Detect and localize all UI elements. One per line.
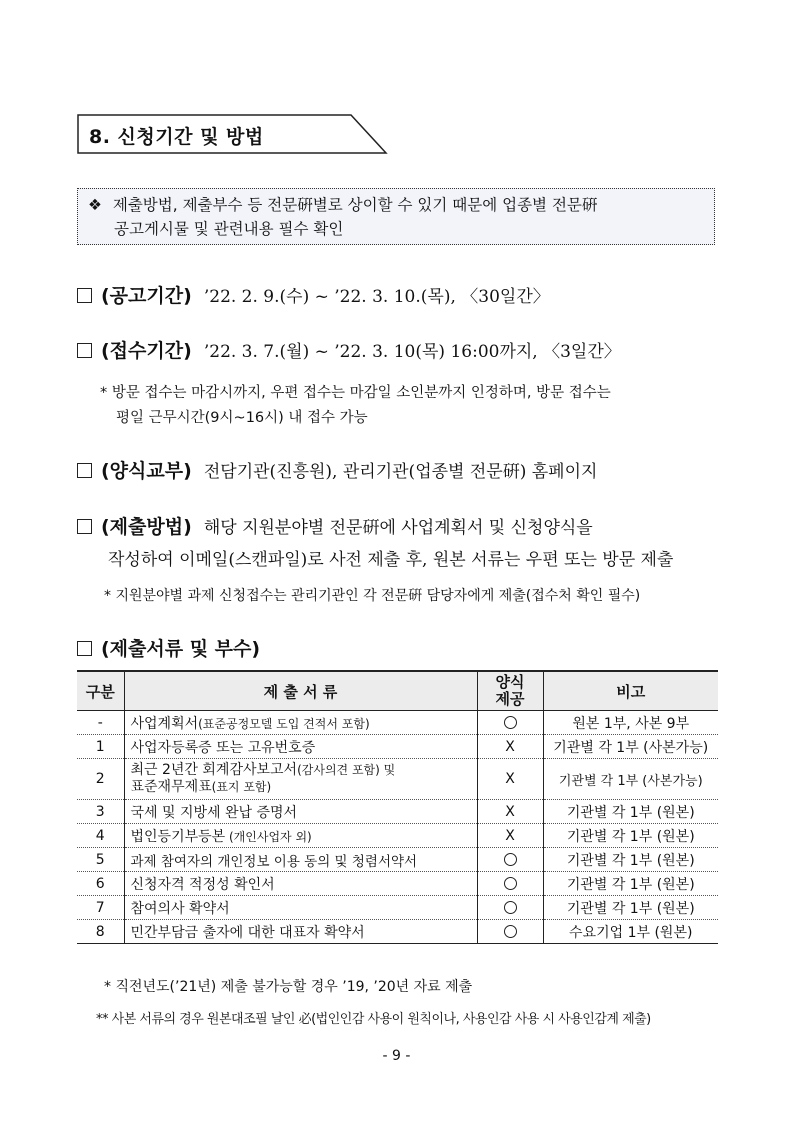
footnote-2: ** 사본 서류의 경우 원본대조필 날인 必(법인인감 사용이 원칙이나, 사용인감 사용 시 사용인감계 제출) bbox=[96, 1012, 651, 1027]
receive-note-1: * 방문 접수는 마감시까지, 우편 접수는 마감일 소인분까지 인정하며, 방문 접수는 bbox=[100, 385, 611, 401]
table-row: - 사업계획서(표준공정모델 도입 견적서 포함) 원본 1부, 사본 9부 bbox=[77, 711, 718, 735]
announce-label: (공고기간) bbox=[101, 285, 192, 307]
checkbox-icon bbox=[77, 288, 92, 303]
receive-period bbox=[77, 336, 621, 363]
forms-label: (양식교부) bbox=[101, 460, 192, 482]
checkbox-icon bbox=[77, 343, 92, 358]
checkbox-icon bbox=[77, 641, 92, 656]
method-label: (제출방법) bbox=[101, 516, 192, 538]
page-number: - 9 - bbox=[382, 1048, 411, 1064]
table-row: 4 법인등기부등본 (개인사업자 외) X 기관별 각 1부 (원본) bbox=[77, 824, 718, 848]
table-row: 1 사업자등록증 또는 고유번호증 X 기관별 각 1부 (사본가능) bbox=[77, 735, 718, 759]
footnote-1: * 직전년도(’21년) 제출 불가능할 경우 ’19, ’20년 자료 제출 bbox=[104, 979, 473, 995]
method-text-2: 작성하여 이메일(스캔파일)로 사전 제출 후, 원본 서류는 우편 또는 방문 제출 bbox=[108, 550, 674, 570]
announce-text: ’22. 2. 9.(수) ~ ’22. 3. 10.(목), 〈30일간〉 bbox=[203, 287, 550, 307]
forms-distribution bbox=[77, 456, 597, 483]
diamond-bullet-icon: ❖ bbox=[88, 196, 102, 214]
notice-text-1: 제출방법, 제출부수 등 전문硏별로 상이할 수 있기 때문에 업종별 전문硏 bbox=[112, 196, 598, 214]
table-row: 3 국세 및 지방세 완납 증명서 X 기관별 각 1부 (원본) bbox=[77, 800, 718, 824]
header-form: 양식 제공 bbox=[477, 671, 543, 711]
forms-text: 전담기관(진흥원), 관리기관(업종별 전문硏) 홈페이지 bbox=[203, 462, 598, 482]
section-title: 8. 신청기간 및 방법 bbox=[89, 126, 264, 148]
table-row: 7 참여의사 확약서 기관별 각 1부 (원본) bbox=[77, 896, 718, 920]
table-row: 2 최근 2년간 회계감사보고서(감사의견 포함) 및 표준재무제표(표지 포함) X 기관별 각 1부 (사본가능) bbox=[77, 759, 718, 800]
documents-table bbox=[77, 670, 718, 944]
circle-mark-icon bbox=[504, 925, 517, 938]
method-note: * 지원분야별 과제 신청접수는 관리기관인 각 전문硏 담당자에게 제출(접수처 확인 필수) bbox=[104, 588, 641, 604]
circle-mark-icon bbox=[504, 853, 517, 866]
method-text-1: 해당 지원분야별 전문硏에 사업계획서 및 신청양식을 bbox=[203, 518, 593, 538]
circle-mark-icon bbox=[504, 901, 517, 914]
table-row: 5 과제 참여자의 개인정보 이용 동의 및 청렴서약서 기관별 각 1부 (원본) bbox=[77, 848, 718, 872]
header-note: 비고 bbox=[543, 671, 718, 711]
receive-text: ’22. 3. 7.(월) ~ ’22. 3. 10(목) 16:00까지, 〈3일간〉 bbox=[203, 342, 621, 362]
table-row: 8 민간부담금 출자에 대한 대표자 확약서 수요기업 1부 (원본) bbox=[77, 920, 718, 944]
notice-text-2: 공고게시물 및 관련내용 필수 확인 bbox=[114, 220, 344, 238]
table-row: 6 신청자격 적정성 확인서 기관별 각 1부 (원본) bbox=[77, 872, 718, 896]
notice-line-1 bbox=[88, 193, 704, 217]
header-name: 제 출 서 류 bbox=[124, 671, 477, 711]
section-heading-box bbox=[77, 114, 387, 154]
receive-label: (접수기간) bbox=[101, 340, 192, 362]
header-no: 구분 bbox=[77, 671, 124, 711]
receive-note-2: 평일 근무시간(9시~16시) 내 접수 가능 bbox=[116, 410, 368, 426]
announce-period bbox=[77, 281, 550, 308]
circle-mark-icon bbox=[504, 716, 517, 729]
notice-box bbox=[77, 188, 715, 245]
table-header-row bbox=[77, 671, 718, 711]
checkbox-icon bbox=[77, 519, 92, 534]
circle-mark-icon bbox=[504, 877, 517, 890]
checkbox-icon bbox=[77, 463, 92, 478]
docs-heading bbox=[77, 634, 260, 661]
submission-method bbox=[77, 512, 593, 539]
docs-heading-label: (제출서류 및 부수) bbox=[101, 638, 261, 660]
